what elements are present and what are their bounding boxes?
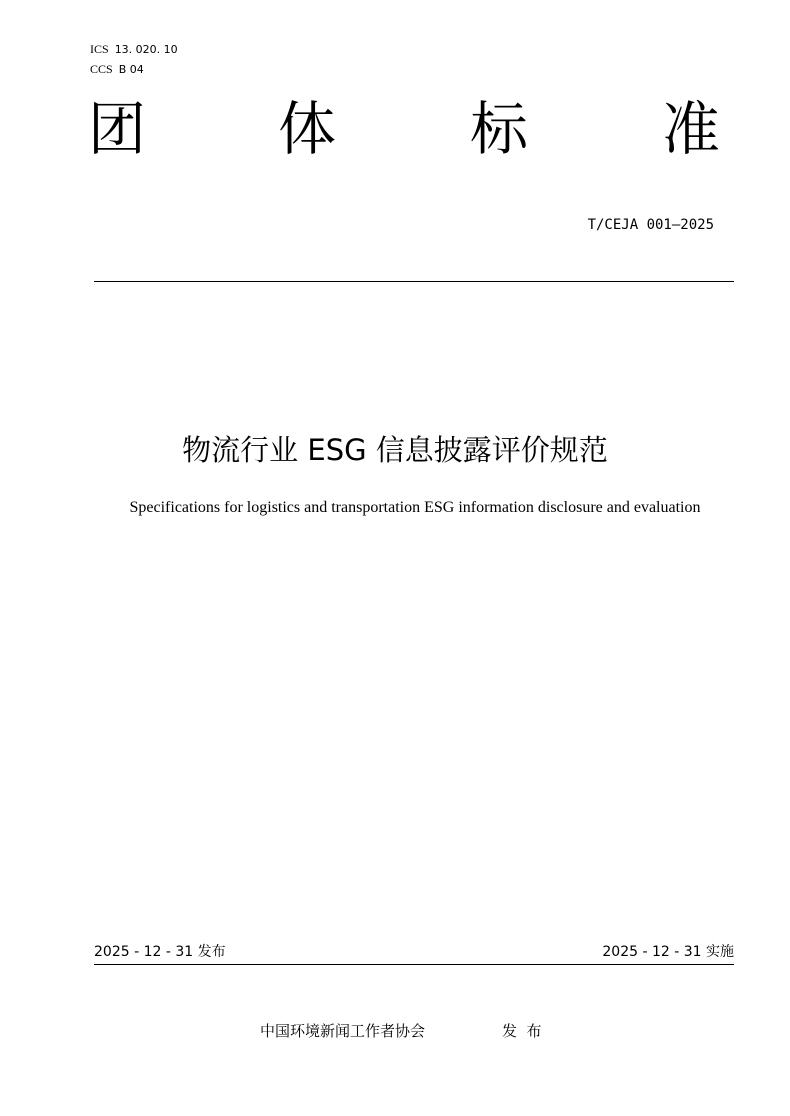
- implementation-date: 2025 - 12 - 31 实施: [602, 944, 734, 960]
- standard-number: T/CEJA 001—2025: [587, 217, 714, 233]
- top-divider: [94, 281, 734, 282]
- publisher-action: 发 布: [502, 1022, 542, 1040]
- title-chinese: 物流行业 ESG 信息披露评价规范: [182, 433, 608, 467]
- ccs-line: [90, 58, 144, 77]
- release-date: 2025 - 12 - 31 发布: [94, 944, 226, 960]
- header-char-4: 准: [662, 95, 721, 163]
- header-char-2: 体: [278, 95, 337, 163]
- header-char-3: 标: [470, 95, 529, 163]
- title-english: Specifications for logistics and transportation ESG information disclosure and evaluation: [129, 499, 701, 516]
- ics-line: [90, 38, 178, 57]
- ics-label: ICS: [90, 42, 109, 56]
- header-char-1: 团: [88, 95, 147, 163]
- ccs-label: CCS: [90, 62, 113, 76]
- ccs-value: B 04: [118, 63, 144, 76]
- ics-value: 13. 020. 10: [114, 43, 178, 56]
- publisher-name: 中国环境新闻工作者协会: [260, 1022, 426, 1040]
- bottom-divider: [94, 964, 734, 965]
